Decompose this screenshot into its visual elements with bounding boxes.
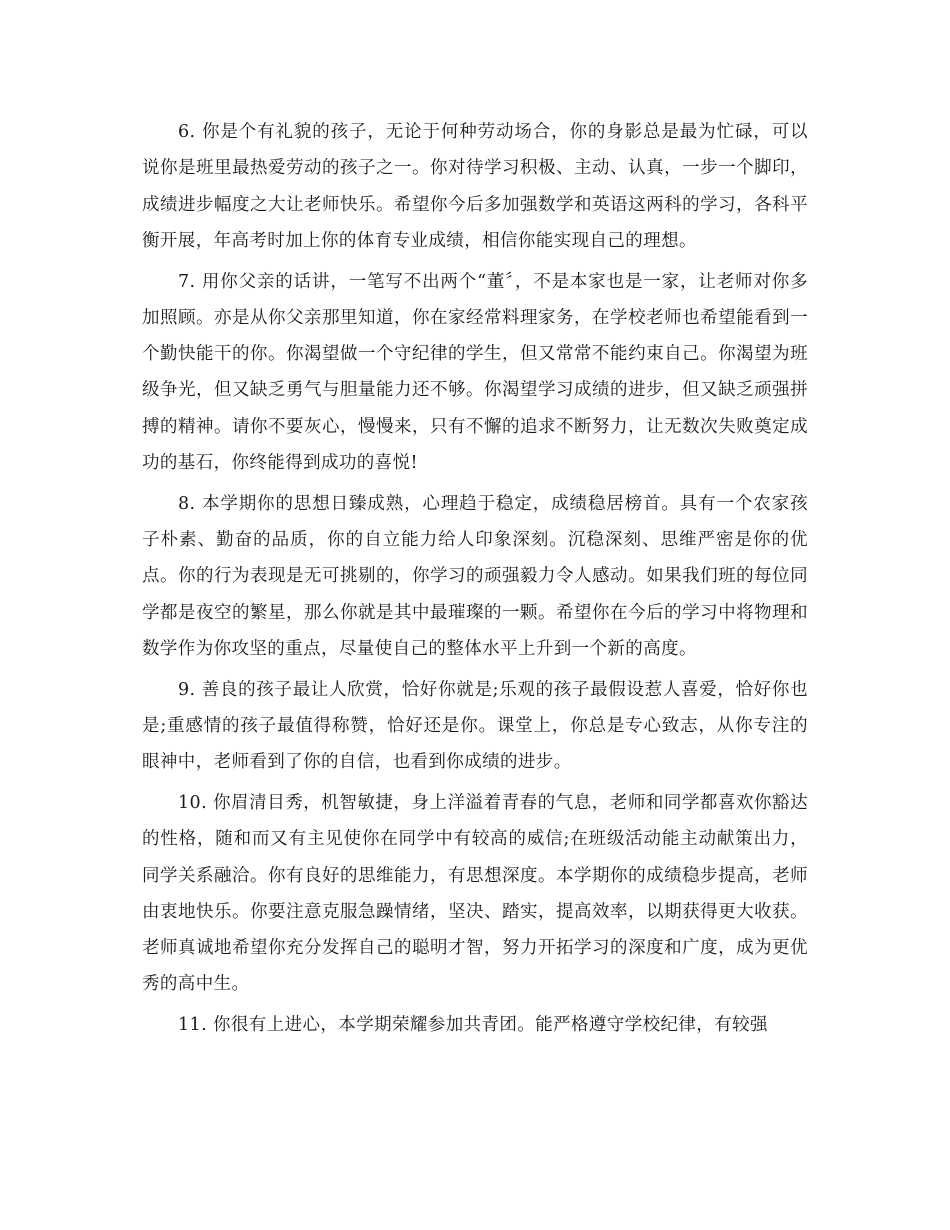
paragraph-9: 9. 善良的孩子最让人欣赏，恰好你就是;乐观的孩子最假设惹人喜爱，恰好你也是;重感情的孩子最值得称赞，恰好还是你。课堂上，你总是专心致志，从你专注的眼神中，老师看到了你的自信，也看到你成绩的进步。 (142, 679, 808, 773)
paragraph-6: 6. 你是个有礼貌的孩子，无论于何种劳动场合，你的身影总是最为忙碌，可以说你是班里最热爱劳动的孩子之一。你对待学习积极、主动、认真，一步一个脚印，成绩进步幅度之大让老师快乐。希望你今后多加强数学和英语这两科的学习，各科平衡开展，年高考时加上你的体育专业成绩，相信你能实现自己的理想。 (142, 122, 808, 251)
paragraph-8: 8. 本学期你的思想日臻成熟，心理趋于稳定，成绩稳居榜首。具有一个农家孩子朴素、勤奋的品质，你的自立能力给人印象深刻。沉稳深刻、思维严密是你的优点。你的行为表现是无可挑剔的，你学习的顽强毅力令人感动。如果我们班的每位同学都是夜空的繁星，那么你就是其中最璀璨的一颗。希望你在今后的学习中将物理和数学作为你攻坚的重点，尽量使自己的整体水平上升到一个新的高度。 (142, 493, 808, 659)
paragraph-7: 7. 用你父亲的话讲，一笔写不出两个“董〞，不是本家也是一家，让老师对你多加照顾。亦是从你父亲那里知道，你在家经常料理家务，在学校老师也希望能看到一个勤快能干的你。你渴望做一个守纪律的学生，但又常常不能约束自己。你渴望为班级争光，但又缺乏勇气与胆量能力还不够。你渴望学习成绩的进步，但又缺乏顽强拼搏的精神。请你不要灰心，慢慢来，只有不懈的追求不断努力，让无数次失败奠定成功的基石，你终能得到成功的喜悦! (142, 271, 808, 474)
paragraph-10: 10. 你眉清目秀，机智敏捷，身上洋溢着青春的气息，老师和同学都喜欢你豁达的性格，随和而又有主见使你在同学中有较高的威信;在班级活动能主动献策出力，同学关系融洽。你有良好的思维能力，有思想深度。本学期你的成绩稳步提高，老师由衷地快乐。你要注意克服急躁情绪，坚决、踏实，提高效率，以期获得更大收获。老师真诚地希望你充分发挥自己的聪明才智，努力开拓学习的深度和广度，成为更优秀的高中生。 (142, 792, 808, 995)
paragraph-11: 11. 你很有上进心，本学期荣耀参加共青团。能严格遵守学校纪律，有较强 (178, 1015, 768, 1036)
document-body (142, 114, 808, 1048)
